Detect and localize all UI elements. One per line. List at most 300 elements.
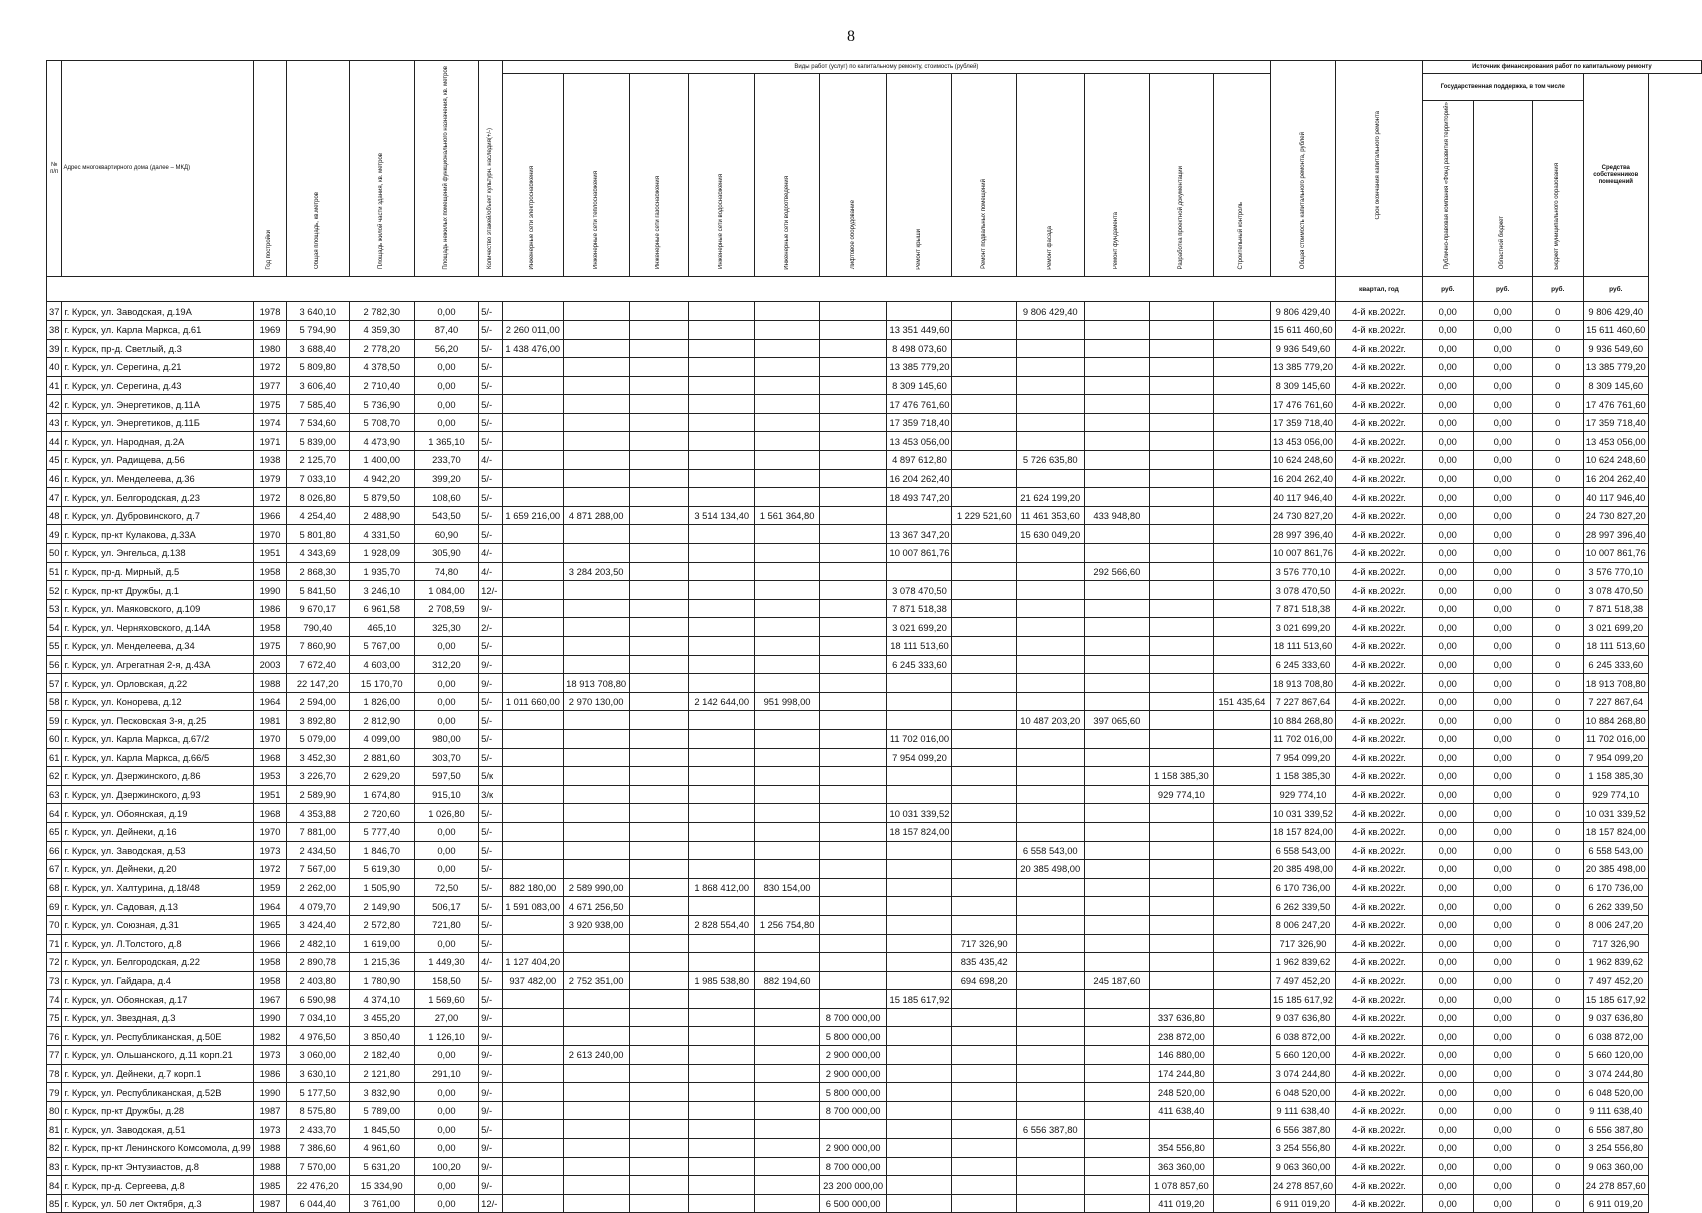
work-cost-cell bbox=[629, 339, 688, 358]
work-cost-cell: 4 897 612,80 bbox=[887, 451, 952, 470]
municipal-cell: 0 bbox=[1532, 599, 1583, 618]
municipal-cell: 0 bbox=[1532, 1027, 1583, 1046]
fund-cell: 0,00 bbox=[1422, 506, 1473, 525]
municipal-cell: 0 bbox=[1532, 1194, 1583, 1213]
floors-cell: 5/к bbox=[479, 767, 503, 786]
floors-cell: 5/- bbox=[479, 469, 503, 488]
header-nonres-area: Площадь нежилых помещений функционального назначения, кв. метров bbox=[414, 61, 478, 277]
work-cost-cell bbox=[502, 822, 563, 841]
row-number: 68 bbox=[47, 878, 62, 897]
work-cost-cell bbox=[887, 934, 952, 953]
regional-cell: 0,00 bbox=[1473, 860, 1532, 879]
table-row bbox=[47, 822, 1702, 841]
header-year: Год постройки bbox=[254, 61, 286, 277]
work-cost-cell bbox=[755, 413, 819, 432]
work-cost-cell bbox=[1213, 878, 1270, 897]
work-cost-cell bbox=[1150, 320, 1214, 339]
living-area-cell: 2 182,40 bbox=[349, 1046, 414, 1065]
work-cost-cell bbox=[563, 1027, 629, 1046]
work-cost-cell: 7 954 099,20 bbox=[887, 748, 952, 767]
regional-cell: 0,00 bbox=[1473, 1120, 1532, 1139]
work-cost-cell bbox=[1150, 637, 1214, 656]
row-number: 62 bbox=[47, 767, 62, 786]
year-cell: 1977 bbox=[254, 376, 286, 395]
municipal-cell: 0 bbox=[1532, 544, 1583, 563]
total-cost-cell: 15 611 460,60 bbox=[1271, 320, 1336, 339]
work-cost-cell: 2 752 351,00 bbox=[563, 971, 629, 990]
floors-cell: 5/- bbox=[479, 339, 503, 358]
work-cost-cell bbox=[952, 1027, 1016, 1046]
work-cost-cell bbox=[1213, 711, 1270, 730]
total-cost-cell: 3 021 699,20 bbox=[1271, 618, 1336, 637]
work-cost-cell bbox=[502, 1083, 563, 1102]
deadline-cell: 4-й кв.2022г. bbox=[1335, 934, 1422, 953]
municipal-cell: 0 bbox=[1532, 525, 1583, 544]
fund-cell: 0,00 bbox=[1422, 413, 1473, 432]
nonres-area-cell: 1 084,00 bbox=[414, 581, 478, 600]
municipal-cell: 0 bbox=[1532, 748, 1583, 767]
regional-cell: 0,00 bbox=[1473, 599, 1532, 618]
work-cost-cell bbox=[755, 432, 819, 451]
work-cost-cell bbox=[819, 618, 887, 637]
work-cost-cell: 17 476 761,60 bbox=[887, 395, 952, 414]
work-cost-cell bbox=[1084, 1120, 1149, 1139]
fund-cell: 0,00 bbox=[1422, 1101, 1473, 1120]
living-area-cell: 1 845,50 bbox=[349, 1120, 414, 1139]
total-area-cell: 2 594,00 bbox=[286, 692, 349, 711]
regional-cell: 0,00 bbox=[1473, 1027, 1532, 1046]
year-cell: 1959 bbox=[254, 878, 286, 897]
work-cost-cell bbox=[1084, 618, 1149, 637]
owners-cell: 8 006 247,20 bbox=[1583, 915, 1648, 934]
work-cost-cell bbox=[819, 711, 887, 730]
deadline-cell: 4-й кв.2022г. bbox=[1335, 1176, 1422, 1195]
header-work-basement: Ремонт подвальных помещений bbox=[952, 74, 1016, 277]
living-area-cell: 2 778,20 bbox=[349, 339, 414, 358]
work-cost-cell bbox=[629, 469, 688, 488]
row-number: 51 bbox=[47, 562, 62, 581]
work-cost-cell bbox=[563, 1064, 629, 1083]
work-cost-cell bbox=[502, 637, 563, 656]
total-cost-cell: 6 038 872,00 bbox=[1271, 1027, 1336, 1046]
work-cost-cell: 694 698,20 bbox=[952, 971, 1016, 990]
work-cost-cell bbox=[689, 674, 755, 693]
work-cost-cell bbox=[755, 990, 819, 1009]
total-cost-cell: 6 262 339,50 bbox=[1271, 897, 1336, 916]
row-number: 65 bbox=[47, 822, 62, 841]
work-cost-cell bbox=[1213, 358, 1270, 377]
work-cost-cell: 238 872,00 bbox=[1150, 1027, 1214, 1046]
work-cost-cell bbox=[689, 581, 755, 600]
living-area-cell: 2 488,90 bbox=[349, 506, 414, 525]
work-cost-cell: 2 900 000,00 bbox=[819, 1046, 887, 1065]
header-work-design: Разработка проектной документации bbox=[1150, 74, 1214, 277]
nonres-area-cell: 1 026,80 bbox=[414, 804, 478, 823]
work-cost-cell bbox=[502, 1064, 563, 1083]
deadline-cell: 4-й кв.2022г. bbox=[1335, 915, 1422, 934]
work-cost-cell: 1 078 857,60 bbox=[1150, 1176, 1214, 1195]
living-area-cell: 5 767,00 bbox=[349, 637, 414, 656]
work-cost-cell bbox=[819, 451, 887, 470]
fund-cell: 0,00 bbox=[1422, 618, 1473, 637]
work-cost-cell bbox=[952, 860, 1016, 879]
fund-cell: 0,00 bbox=[1422, 599, 1473, 618]
work-cost-cell bbox=[755, 1194, 819, 1213]
work-cost-cell bbox=[629, 822, 688, 841]
work-cost-cell bbox=[689, 1027, 755, 1046]
deadline-cell: 4-й кв.2022г. bbox=[1335, 1008, 1422, 1027]
row-number: 85 bbox=[47, 1194, 62, 1213]
total-cost-cell: 5 660 120,00 bbox=[1271, 1046, 1336, 1065]
table-row bbox=[47, 785, 1702, 804]
year-cell: 1968 bbox=[254, 748, 286, 767]
owners-cell: 18 157 824,00 bbox=[1583, 822, 1648, 841]
work-cost-cell bbox=[755, 785, 819, 804]
address-cell: г. Курск, ул. Орловская, д.22 bbox=[62, 674, 254, 693]
total-cost-cell: 10 007 861,76 bbox=[1271, 544, 1336, 563]
work-cost-cell bbox=[629, 748, 688, 767]
row-number: 49 bbox=[47, 525, 62, 544]
work-cost-cell bbox=[1213, 1120, 1270, 1139]
work-cost-cell: 1 561 364,80 bbox=[755, 506, 819, 525]
work-cost-cell bbox=[689, 302, 755, 321]
work-cost-cell bbox=[1213, 395, 1270, 414]
total-area-cell: 4 343,69 bbox=[286, 544, 349, 563]
work-cost-cell bbox=[819, 897, 887, 916]
table-row bbox=[47, 674, 1702, 693]
work-cost-cell bbox=[755, 544, 819, 563]
row-number: 44 bbox=[47, 432, 62, 451]
municipal-cell: 0 bbox=[1532, 506, 1583, 525]
work-cost-cell: 21 624 199,20 bbox=[1016, 488, 1084, 507]
row-number: 40 bbox=[47, 358, 62, 377]
work-cost-cell: 17 359 718,40 bbox=[887, 413, 952, 432]
work-cost-cell: 7 871 518,38 bbox=[887, 599, 952, 618]
work-cost-cell bbox=[629, 971, 688, 990]
address-cell: г. Курск, ул. Менделеева, д.36 bbox=[62, 469, 254, 488]
work-cost-cell bbox=[1016, 320, 1084, 339]
work-cost-cell bbox=[1213, 822, 1270, 841]
table-row bbox=[47, 469, 1702, 488]
living-area-cell: 4 374,10 bbox=[349, 990, 414, 1009]
work-cost-cell bbox=[629, 1008, 688, 1027]
work-cost-cell bbox=[952, 302, 1016, 321]
work-cost-cell bbox=[1016, 692, 1084, 711]
year-cell: 1988 bbox=[254, 1157, 286, 1176]
work-cost-cell bbox=[1213, 451, 1270, 470]
fund-cell: 0,00 bbox=[1422, 432, 1473, 451]
work-cost-cell bbox=[887, 1157, 952, 1176]
total-area-cell: 7 672,40 bbox=[286, 655, 349, 674]
total-area-cell: 5 801,80 bbox=[286, 525, 349, 544]
floors-cell: 5/- bbox=[479, 488, 503, 507]
work-cost-cell bbox=[689, 562, 755, 581]
fund-cell: 0,00 bbox=[1422, 1027, 1473, 1046]
table-row bbox=[47, 525, 1702, 544]
work-cost-cell bbox=[1016, 1027, 1084, 1046]
work-cost-cell bbox=[1150, 506, 1214, 525]
floors-cell: 5/- bbox=[479, 971, 503, 990]
work-cost-cell bbox=[1084, 915, 1149, 934]
work-cost-cell bbox=[952, 488, 1016, 507]
work-cost-cell: 5 800 000,00 bbox=[819, 1083, 887, 1102]
work-cost-cell bbox=[1213, 469, 1270, 488]
year-cell: 1953 bbox=[254, 767, 286, 786]
work-cost-cell bbox=[887, 562, 952, 581]
work-cost-cell: 16 204 262,40 bbox=[887, 469, 952, 488]
work-cost-cell bbox=[629, 432, 688, 451]
work-cost-cell bbox=[502, 469, 563, 488]
work-cost-cell bbox=[563, 395, 629, 414]
owners-cell: 10 031 339,52 bbox=[1583, 804, 1648, 823]
total-area-cell: 2 589,90 bbox=[286, 785, 349, 804]
work-cost-cell bbox=[1213, 562, 1270, 581]
header-finance-group: Источник финансирования работ по капитальному ремонту bbox=[1422, 61, 1701, 74]
work-cost-cell: 146 880,00 bbox=[1150, 1046, 1214, 1065]
work-cost-cell bbox=[563, 1139, 629, 1158]
floors-cell: 5/- bbox=[479, 897, 503, 916]
regional-cell: 0,00 bbox=[1473, 953, 1532, 972]
work-cost-cell bbox=[755, 358, 819, 377]
work-cost-cell bbox=[819, 432, 887, 451]
work-cost-cell bbox=[819, 544, 887, 563]
owners-cell: 28 997 396,40 bbox=[1583, 525, 1648, 544]
work-cost-cell bbox=[1016, 934, 1084, 953]
fund-cell: 0,00 bbox=[1422, 525, 1473, 544]
total-area-cell: 3 688,40 bbox=[286, 339, 349, 358]
address-cell: г. Курск, ул. Дейнеки, д.20 bbox=[62, 860, 254, 879]
floors-cell: 9/- bbox=[479, 1046, 503, 1065]
total-area-cell: 3 640,10 bbox=[286, 302, 349, 321]
total-cost-cell: 3 074 244,80 bbox=[1271, 1064, 1336, 1083]
work-cost-cell: 11 461 353,60 bbox=[1016, 506, 1084, 525]
work-cost-cell bbox=[1016, 674, 1084, 693]
owners-cell: 3 074 244,80 bbox=[1583, 1064, 1648, 1083]
work-cost-cell: 18 493 747,20 bbox=[887, 488, 952, 507]
table-row bbox=[47, 860, 1702, 879]
work-cost-cell bbox=[1084, 376, 1149, 395]
regional-cell: 0,00 bbox=[1473, 1157, 1532, 1176]
total-cost-cell: 16 204 262,40 bbox=[1271, 469, 1336, 488]
work-cost-cell: 2 828 554,40 bbox=[689, 915, 755, 934]
work-cost-cell bbox=[1150, 971, 1214, 990]
regional-cell: 0,00 bbox=[1473, 804, 1532, 823]
row-number: 74 bbox=[47, 990, 62, 1009]
total-area-cell: 2 868,30 bbox=[286, 562, 349, 581]
work-cost-cell bbox=[502, 618, 563, 637]
total-cost-cell: 7 954 099,20 bbox=[1271, 748, 1336, 767]
living-area-cell: 4 961,60 bbox=[349, 1139, 414, 1158]
nonres-area-cell: 0,00 bbox=[414, 1083, 478, 1102]
work-cost-cell bbox=[819, 841, 887, 860]
work-cost-cell bbox=[689, 469, 755, 488]
deadline-cell: 4-й кв.2022г. bbox=[1335, 1120, 1422, 1139]
work-cost-cell bbox=[563, 488, 629, 507]
work-cost-cell bbox=[1213, 1064, 1270, 1083]
table-row bbox=[47, 971, 1702, 990]
year-cell: 1951 bbox=[254, 544, 286, 563]
fund-cell: 0,00 bbox=[1422, 729, 1473, 748]
work-cost-cell: 4 671 256,50 bbox=[563, 897, 629, 916]
work-cost-cell bbox=[502, 1157, 563, 1176]
living-area-cell: 1 826,00 bbox=[349, 692, 414, 711]
work-cost-cell: 433 948,80 bbox=[1084, 506, 1149, 525]
total-area-cell: 3 630,10 bbox=[286, 1064, 349, 1083]
work-cost-cell bbox=[1016, 655, 1084, 674]
work-cost-cell bbox=[629, 1120, 688, 1139]
work-cost-cell bbox=[689, 785, 755, 804]
work-cost-cell bbox=[1084, 1083, 1149, 1102]
work-cost-cell bbox=[952, 1139, 1016, 1158]
owners-cell: 20 385 498,00 bbox=[1583, 860, 1648, 879]
work-cost-cell bbox=[1213, 320, 1270, 339]
work-cost-cell bbox=[1213, 339, 1270, 358]
municipal-cell: 0 bbox=[1532, 915, 1583, 934]
deadline-cell: 4-й кв.2022г. bbox=[1335, 469, 1422, 488]
work-cost-cell bbox=[1084, 990, 1149, 1009]
work-cost-cell bbox=[1150, 358, 1214, 377]
nonres-area-cell: 72,50 bbox=[414, 878, 478, 897]
work-cost-cell: 8 498 073,60 bbox=[887, 339, 952, 358]
work-cost-cell bbox=[629, 581, 688, 600]
municipal-cell: 0 bbox=[1532, 1101, 1583, 1120]
work-cost-cell bbox=[755, 804, 819, 823]
fund-cell: 0,00 bbox=[1422, 915, 1473, 934]
work-cost-cell bbox=[563, 767, 629, 786]
row-number: 41 bbox=[47, 376, 62, 395]
work-cost-cell: 1 868 412,00 bbox=[689, 878, 755, 897]
work-cost-cell: 411 019,20 bbox=[1150, 1194, 1214, 1213]
total-cost-cell: 24 730 827,20 bbox=[1271, 506, 1336, 525]
work-cost-cell: 1 985 538,80 bbox=[689, 971, 755, 990]
deadline-cell: 4-й кв.2022г. bbox=[1335, 302, 1422, 321]
work-cost-cell bbox=[1016, 395, 1084, 414]
total-cost-cell: 10 031 339,52 bbox=[1271, 804, 1336, 823]
work-cost-cell bbox=[1213, 897, 1270, 916]
work-cost-cell: 1 011 660,00 bbox=[502, 692, 563, 711]
work-cost-cell bbox=[1016, 878, 1084, 897]
work-cost-cell bbox=[887, 506, 952, 525]
address-cell: г. Курск, ул. Карла Маркса, д.66/5 bbox=[62, 748, 254, 767]
table-row bbox=[47, 1008, 1702, 1027]
total-cost-cell: 717 326,90 bbox=[1271, 934, 1336, 953]
work-cost-cell bbox=[563, 1176, 629, 1195]
deadline-cell: 4-й кв.2022г. bbox=[1335, 897, 1422, 916]
nonres-area-cell: 27,00 bbox=[414, 1008, 478, 1027]
work-cost-cell bbox=[819, 953, 887, 972]
floors-cell: 12/- bbox=[479, 1194, 503, 1213]
work-cost-cell bbox=[563, 432, 629, 451]
work-cost-cell bbox=[629, 990, 688, 1009]
work-cost-cell bbox=[689, 525, 755, 544]
work-cost-cell: 8 309 145,60 bbox=[887, 376, 952, 395]
work-cost-cell bbox=[819, 860, 887, 879]
owners-cell: 9 037 636,80 bbox=[1583, 1008, 1648, 1027]
total-cost-cell: 6 558 543,00 bbox=[1271, 841, 1336, 860]
living-area-cell: 1 935,70 bbox=[349, 562, 414, 581]
regional-cell: 0,00 bbox=[1473, 544, 1532, 563]
work-cost-cell bbox=[1016, 432, 1084, 451]
regional-cell: 0,00 bbox=[1473, 506, 1532, 525]
deadline-cell: 4-й кв.2022г. bbox=[1335, 711, 1422, 730]
year-cell: 1972 bbox=[254, 488, 286, 507]
row-number: 47 bbox=[47, 488, 62, 507]
total-area-cell: 8 575,80 bbox=[286, 1101, 349, 1120]
work-cost-cell: 174 244,80 bbox=[1150, 1064, 1214, 1083]
work-cost-cell bbox=[1150, 860, 1214, 879]
year-cell: 1958 bbox=[254, 971, 286, 990]
work-cost-cell bbox=[755, 395, 819, 414]
table-row bbox=[47, 339, 1702, 358]
work-cost-cell bbox=[629, 320, 688, 339]
living-area-cell: 2 782,30 bbox=[349, 302, 414, 321]
living-area-cell: 4 473,90 bbox=[349, 432, 414, 451]
header-work-facade: Ремонт фасада bbox=[1016, 74, 1084, 277]
work-cost-cell bbox=[563, 525, 629, 544]
deadline-cell: 4-й кв.2022г. bbox=[1335, 451, 1422, 470]
regional-cell: 0,00 bbox=[1473, 581, 1532, 600]
work-cost-cell bbox=[629, 395, 688, 414]
deadline-cell: 4-й кв.2022г. bbox=[1335, 618, 1422, 637]
work-cost-cell bbox=[502, 376, 563, 395]
floors-cell: 5/- bbox=[479, 729, 503, 748]
header-work-heating: Инженерные сети теплоснабжения bbox=[563, 74, 629, 277]
nonres-area-cell: 597,50 bbox=[414, 767, 478, 786]
work-cost-cell bbox=[1213, 544, 1270, 563]
work-cost-cell bbox=[755, 841, 819, 860]
work-cost-cell bbox=[1016, 822, 1084, 841]
living-area-cell: 2 812,90 bbox=[349, 711, 414, 730]
address-cell: г. Курск, пр-кт Дружбы, д.1 bbox=[62, 581, 254, 600]
year-cell: 1975 bbox=[254, 395, 286, 414]
work-cost-cell: 5 726 635,80 bbox=[1016, 451, 1084, 470]
address-cell: г. Курск, ул. Агрегатная 2-я, д.43А bbox=[62, 655, 254, 674]
work-cost-cell bbox=[819, 562, 887, 581]
table-row bbox=[47, 599, 1702, 618]
nonres-area-cell: 0,00 bbox=[414, 302, 478, 321]
row-number: 64 bbox=[47, 804, 62, 823]
nonres-area-cell: 0,00 bbox=[414, 822, 478, 841]
row-number: 69 bbox=[47, 897, 62, 916]
address-cell: г. Курск, ул. Черняховского, д.14А bbox=[62, 618, 254, 637]
work-cost-cell bbox=[1213, 618, 1270, 637]
municipal-cell: 0 bbox=[1532, 785, 1583, 804]
work-cost-cell bbox=[755, 302, 819, 321]
work-cost-cell bbox=[502, 1101, 563, 1120]
municipal-cell: 0 bbox=[1532, 637, 1583, 656]
work-cost-cell bbox=[952, 990, 1016, 1009]
nonres-area-cell: 0,00 bbox=[414, 637, 478, 656]
work-cost-cell bbox=[1213, 525, 1270, 544]
deadline-cell: 4-й кв.2022г. bbox=[1335, 637, 1422, 656]
nonres-area-cell: 2 708,59 bbox=[414, 599, 478, 618]
deadline-cell: 4-й кв.2022г. bbox=[1335, 878, 1422, 897]
address-cell: г. Курск, ул. Халтурина, д.18/48 bbox=[62, 878, 254, 897]
work-cost-cell bbox=[755, 1083, 819, 1102]
work-cost-cell bbox=[887, 785, 952, 804]
work-cost-cell bbox=[819, 413, 887, 432]
work-cost-cell bbox=[1084, 1046, 1149, 1065]
address-cell: г. Курск, пр-кт Ленинского Комсомола, д.99 bbox=[62, 1139, 254, 1158]
header-total-cost: Общая стоимость капитального ремонта, рублей bbox=[1271, 61, 1336, 277]
work-cost-cell bbox=[629, 376, 688, 395]
floors-cell: 4/- bbox=[479, 451, 503, 470]
work-cost-cell bbox=[502, 395, 563, 414]
work-cost-cell bbox=[1016, 1046, 1084, 1065]
work-cost-cell: 15 185 617,92 bbox=[887, 990, 952, 1009]
fund-cell: 0,00 bbox=[1422, 339, 1473, 358]
total-area-cell: 7 881,00 bbox=[286, 822, 349, 841]
